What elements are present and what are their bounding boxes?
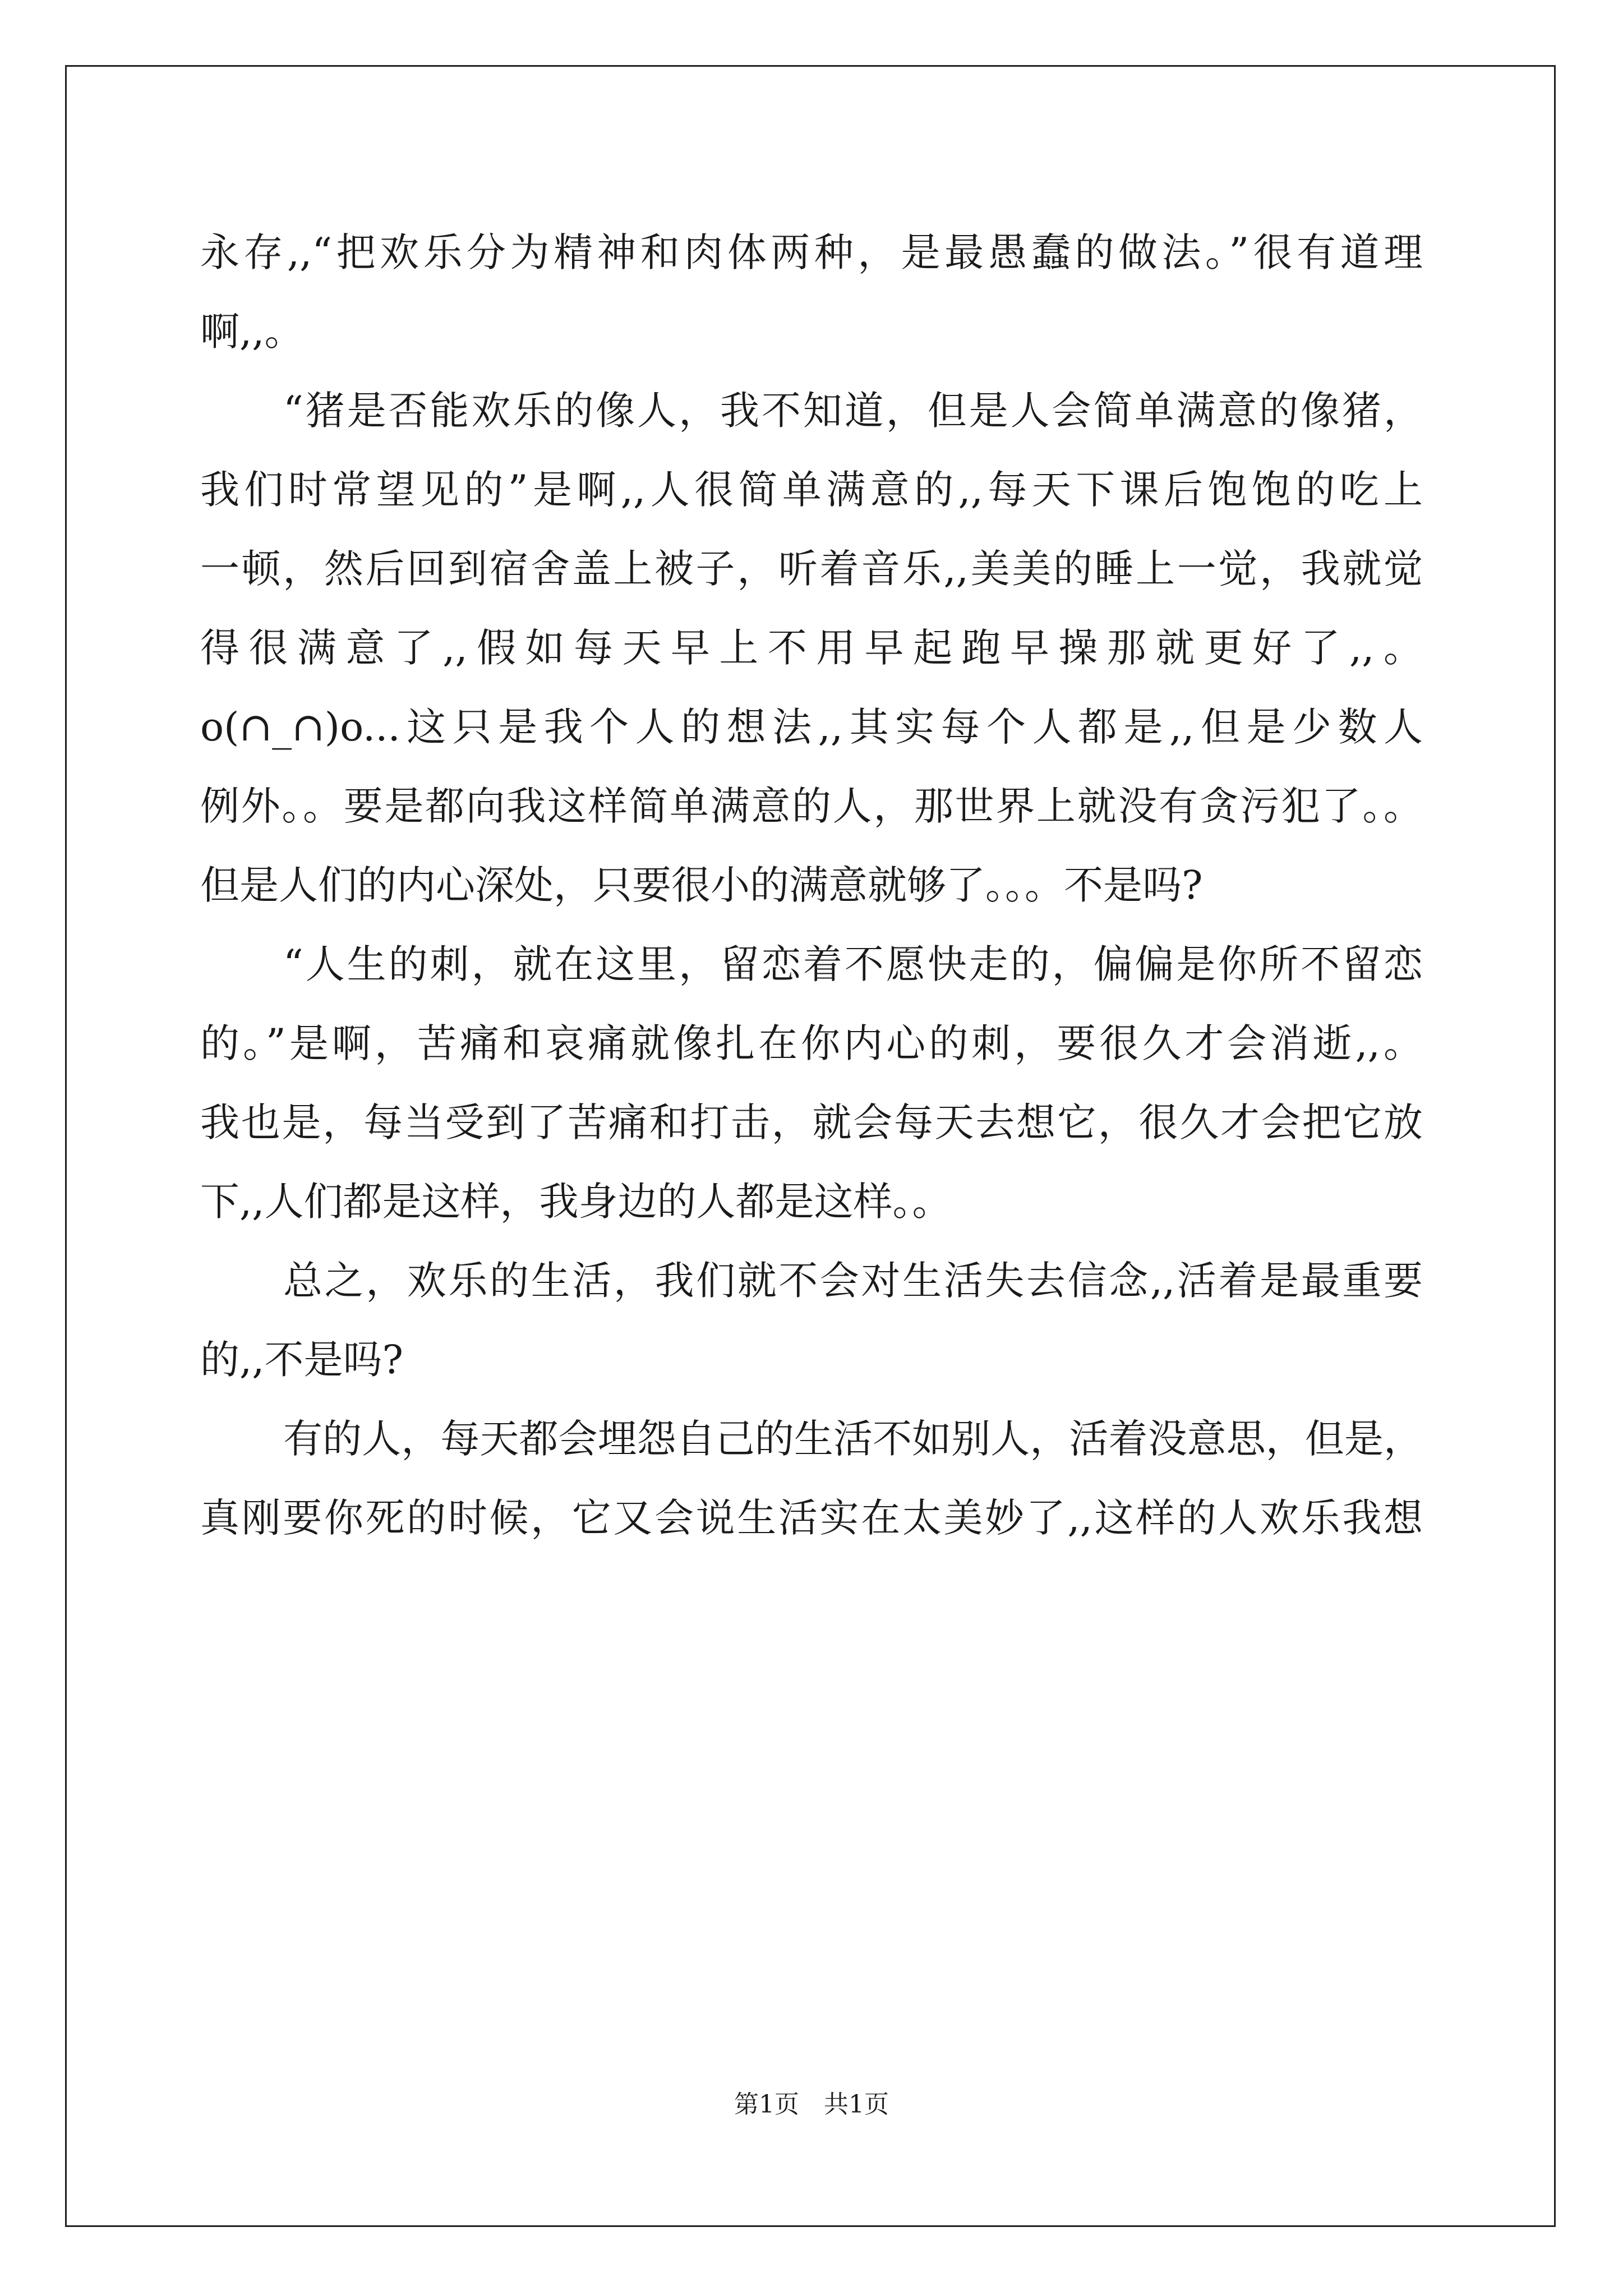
text-line: “人生的刺，就在这里，留恋着不愿快走的，偏偏是你所不留恋 xyxy=(283,941,1423,987)
text-line: 我也是，每当受到了苦痛和打击，就会每天去想它，很久才会把它放 xyxy=(200,1099,1423,1145)
text-line: “猪是否能欢乐的像人，我不知道，但是人会简单满意的像猪， xyxy=(283,388,1423,434)
text-line: 得很满意了,,假如每天早上不用早起跑早操那就更好了,,。 xyxy=(200,625,1423,671)
document-body xyxy=(200,213,1423,1558)
text-line: o(∩_∩)o...这只是我个人的想法,,其实每个人都是,,但是少数人 xyxy=(200,704,1423,750)
text-line: 我们时常望见的”是啊,,人很简单满意的,,每天下课后饱饱的吃上 xyxy=(200,467,1423,513)
text-line: 下,,人们都是这样，我身边的人都是这样。。 xyxy=(200,1179,952,1225)
text-line: 永存,,“把欢乐分为精神和肉体两种，是最愚蠢的做法。”很有道理 xyxy=(200,229,1423,275)
text-line: 有的人，每天都会埋怨自己的生活不如别人，活着没意思，但是， xyxy=(283,1416,1423,1462)
text-line: 但是人们的内心深处，只要很小的满意就够了。。。不是吗? xyxy=(200,862,1203,908)
text-line: 真刚要你死的时候，它又会说生活实在太美妙了,,这样的人欢乐我想 xyxy=(200,1495,1423,1541)
text-line: 例外。。要是都向我这样简单满意的人，那世界上就没有贪污犯了。。 xyxy=(200,783,1423,829)
text-line: 啊,,。 xyxy=(200,309,304,355)
text-line: 的,,不是吗? xyxy=(200,1337,404,1383)
page-number-footer: 第1页 共1页 xyxy=(734,2090,889,2119)
text-line: 一顿，然后回到宿舍盖上被子，听着音乐,,美美的睡上一觉，我就觉 xyxy=(200,546,1423,592)
text-line: 总之，欢乐的生活，我们就不会对生活失去信念,,活着是最重要 xyxy=(283,1258,1423,1304)
text-line: 的。”是啊，苦痛和哀痛就像扎在你内心的刺，要很久才会消逝,,。 xyxy=(200,1020,1423,1066)
